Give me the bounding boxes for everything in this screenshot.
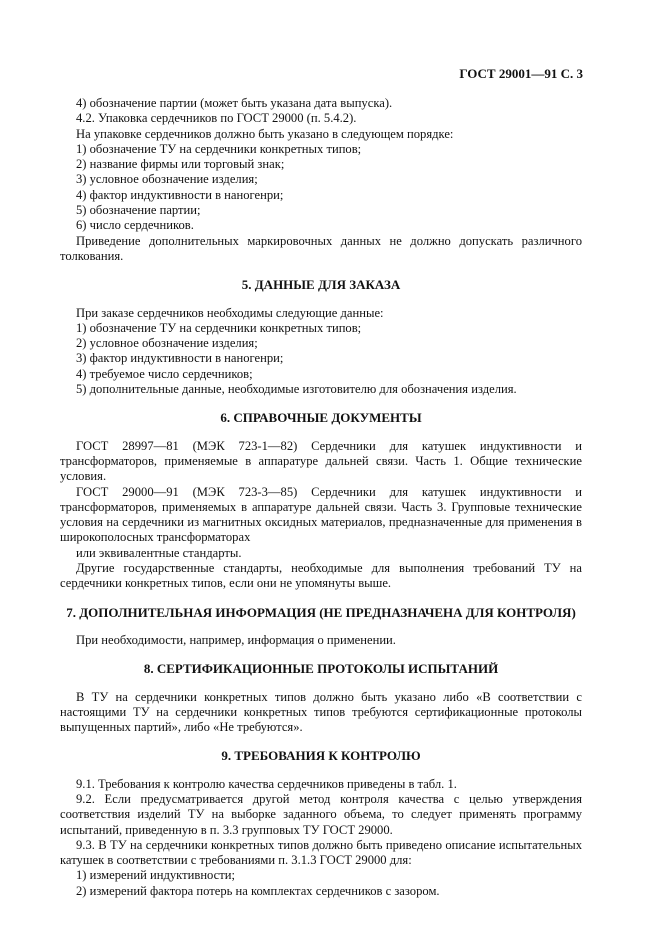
list-item: 2) название фирмы или торговый знак; [76,157,285,172]
paragraph: При необходимости, например, информация о применении. [76,632,396,647]
list-item: 5) дополнительные данные, необходимые изготовителю для обозначения изделия. [76,382,517,397]
list-item: 4) требуемое число сердечников; [76,366,253,381]
text-line: На упаковке сердечников должно быть указано в следующем порядке: [76,126,454,141]
text-line: При заказе сердечников необходимы следующие данные: [76,305,384,320]
section-9-title: 9. ТРЕБОВАНИЯ К КОНТРОЛЮ [221,748,421,764]
section-4-tail [60,96,582,264]
paragraph: В ТУ на сердечники конкретных типов должно быть указано либо «В соответствии с настоящими ТУ на сердечники конкретных типов требуются сертификационные протоколы выпущенных партий», либо «Не требуются». [60,689,582,735]
paragraph: или эквивалентные стандарты. [76,545,242,560]
section-8-title: 8. СЕРТИФИКАЦИОННЫЕ ПРОТОКОЛЫ ИСПЫТАНИЙ [143,661,499,677]
paragraph: 9.1. Требования к контролю качества сердечников приведены в табл. 1. [76,776,457,791]
text-line: 4.2. Упаковка сердечников по ГОСТ 29000 (п. 5.4.2). [76,111,357,126]
section-6 [60,439,582,592]
paragraph: Другие государственные стандарты, необходимые для выполнения требований ТУ на сердечники конкретных типов, если они не упомянуты выше. [60,561,582,591]
section-7-title: 7. ДОПОЛНИТЕЛЬНАЯ ИНФОРМАЦИЯ (НЕ ПРЕДНАЗНАЧЕНА ДЛЯ КОНТРОЛЯ) [66,604,576,620]
list-item: 5) обозначение партии; [76,203,201,218]
section-6-title: 6. СПРАВОЧНЫЕ ДОКУМЕНТЫ [220,410,422,426]
page-header: ГОСТ 29001—91 С. 3 [459,66,583,81]
paragraph: 9.3. В ТУ на сердечники конкретных типов должно быть приведено описание испытательных катушек в соответствии с требованиями п. 3.1.3 ГОСТ 29000 для: [60,837,582,868]
section-5-title: 5. ДАННЫЕ ДЛЯ ЗАКАЗА [241,277,401,293]
section-7 [60,633,582,648]
list-item: 3) фактор индуктивности в наногенри; [76,351,284,366]
list-item: 1) обозначение ТУ на сердечники конкретных типов; [76,320,362,335]
document-body [60,96,582,899]
section-8 [60,690,582,736]
list-item: 3) условное обозначение изделия; [76,172,258,187]
text-line: 4) обозначение партии (может быть указана дата выпуска). [76,96,393,110]
list-item: 4) фактор индуктивности в наногенри; [76,187,284,202]
list-item: 2) условное обозначение изделия; [76,336,258,351]
paragraph: ГОСТ 29000—91 (МЭК 723-3—85) Сердечники для катушек индуктивности и трансформаторов, применяемых в аппаратуре дальней связи. Часть 3. Групповые технические условия на сердечники из магнитных оксидных материалов, предназначенные для применения в широкополосных трансформаторах [60,484,582,545]
list-item: 6) число сердечников. [76,218,194,233]
list-item: 1) обозначение ТУ на сердечники конкретных типов; [76,141,362,156]
section-5 [60,306,582,398]
paragraph: Приведение дополнительных маркировочных данных не должно допускать различного толкования. [60,233,582,263]
section-9 [60,777,582,899]
list-item: 2) измерений фактора потерь на комплектах сердечников с зазором. [76,883,440,898]
paragraph: ГОСТ 28997—81 (МЭК 723-1—82) Сердечники для катушек индуктивности и трансформаторов, применяемые в аппаратуре дальней связи. Часть 1. Общие технические условия. [60,438,582,484]
list-item: 1) измерений индуктивности; [76,868,235,883]
paragraph: 9.2. Если предусматривается другой метод контроля качества с целью утверждения соответствия изделий ТУ на выборке заданного объема, то следует применять программу испытаний, приведенную в п. 3.3 групповых ТУ ГОСТ 29000. [60,791,582,837]
